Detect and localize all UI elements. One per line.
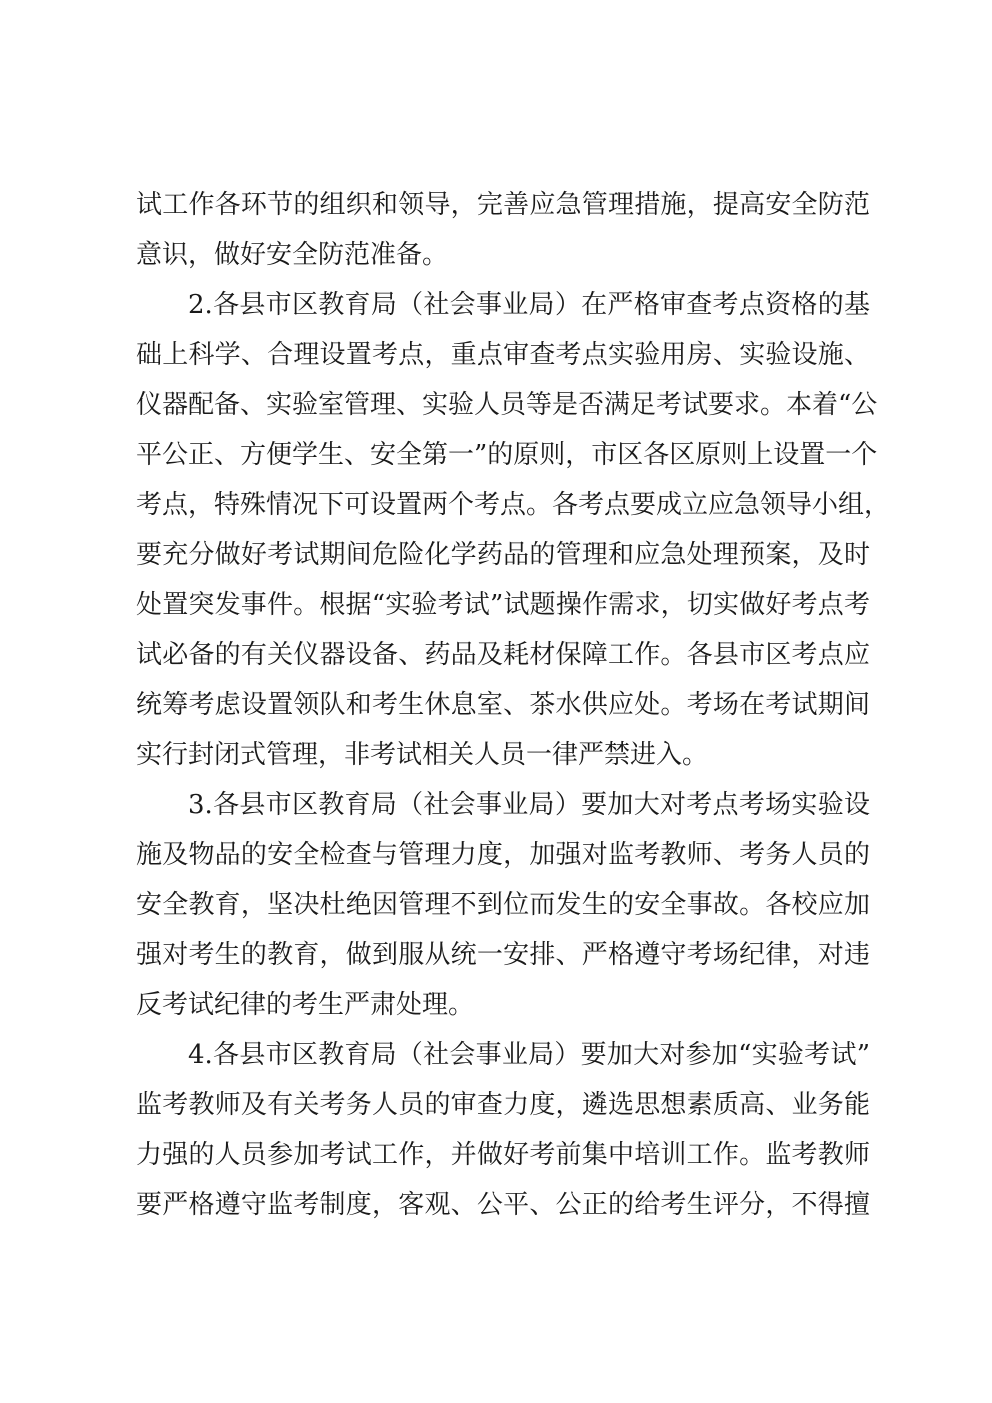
text-line: 实行封闭式管理，非考试相关人员一律严禁进入。: [136, 740, 709, 770]
paragraph: [136, 180, 870, 280]
text-line: 反考试纪律的考生严肃处理。: [136, 990, 475, 1020]
text-line: 施及物品的安全检查与管理力度，加强对监考教师、考务人员的: [136, 840, 870, 870]
text-line: 试必备的有关仪器设备、药品及耗材保障工作。各县市区考点应: [136, 640, 870, 670]
text-line: 意识，做好安全防范准备。: [136, 240, 449, 270]
paragraph: [136, 280, 891, 780]
text-line: 处置突发事件。根据“实验考试”试题操作需求，切实做好考点考: [136, 590, 870, 620]
text-line: 仪器配备、实验室管理、实验人员等是否满足考试要求。本着“公: [136, 390, 878, 420]
text-line: 试工作各环节的组织和领导，完善应急管理措施，提高安全防范: [136, 190, 870, 220]
text-line: 4.各县市区教育局（社会事业局）要加大对参加“实验考试”: [188, 1040, 870, 1070]
text-line: 2.各县市区教育局（社会事业局）在严格审查考点资格的基: [188, 290, 870, 320]
text-line: 强对考生的教育，做到服从统一安排、严格遵守考场纪律，对违: [136, 940, 870, 970]
text-line: 要充分做好考试期间危险化学药品的管理和应急处理预案，及时: [136, 540, 870, 570]
text-line: 平公正、方便学生、安全第一”的原则，市区各区原则上设置一个: [136, 440, 878, 470]
text-line: 力强的人员参加考试工作，并做好考前集中培训工作。监考教师: [136, 1140, 870, 1170]
paragraph: [136, 1030, 870, 1230]
text-line: 考点，特殊情况下可设置两个考点。各考点要成立应急领导小组，: [136, 490, 891, 520]
document-body: [136, 180, 891, 1230]
text-line: 监考教师及有关考务人员的审查力度，遴选思想素质高、业务能: [136, 1090, 870, 1120]
text-line: 要严格遵守监考制度，客观、公平、公正的给考生评分，不得擅: [136, 1190, 870, 1220]
paragraph: [136, 780, 870, 1030]
text-line: 3.各县市区教育局（社会事业局）要加大对考点考场实验设: [188, 790, 870, 820]
text-line: 安全教育，坚决杜绝因管理不到位而发生的安全事故。各校应加: [136, 890, 870, 920]
text-line: 统筹考虑设置领队和考生休息室、茶水供应处。考场在考试期间: [136, 690, 870, 720]
text-line: 础上科学、合理设置考点，重点审查考点实验用房、实验设施、: [136, 340, 870, 370]
